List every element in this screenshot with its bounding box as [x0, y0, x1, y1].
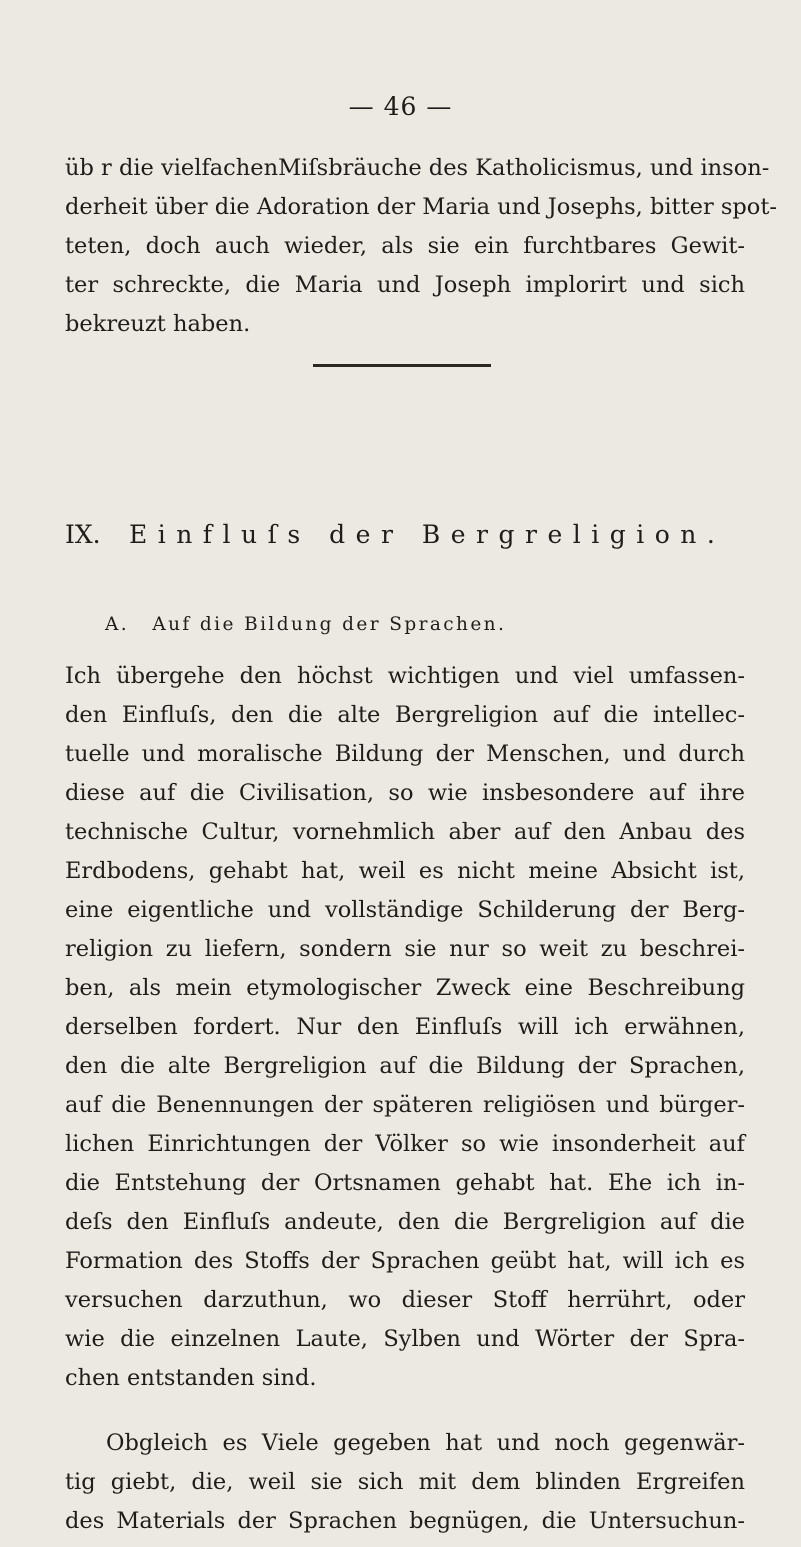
text-line: religion zu liefern, sondern sie nur so weit zu beschrei-	[65, 936, 745, 962]
page-number: — 46 —	[348, 92, 453, 121]
text-line: tuelle und moralische Bildung der Menschen, und durch	[65, 741, 745, 767]
text-line: Ich übergehe den höchst wichtigen und viel umfassen-	[65, 663, 745, 689]
text-line: Obgleich es Viele gegeben hat und noch gegenwär-	[106, 1430, 745, 1456]
text-line: den die alte Bergreligion auf die Bildung der Sprachen,	[65, 1053, 745, 1079]
text-line: versuchen darzuthun, wo dieser Stoff herrührt, oder	[65, 1287, 745, 1313]
section-title: Auf die Bildung der Sprachen.	[152, 614, 507, 635]
text-line: Erdbodens, gehabt hat, weil es nicht meine Absicht ist,	[65, 858, 745, 884]
text-line: chen entstanden sind.	[65, 1365, 317, 1391]
text-line: wie die einzelnen Laute, Sylben und Wörter der Spra-	[65, 1326, 745, 1352]
section-heading	[105, 610, 745, 640]
text-line: des Materials der Sprachen begnügen, die Untersuchun-	[65, 1508, 745, 1534]
text-line: die Entstehung der Ortsnamen gehabt hat. Ehe ich in-	[65, 1170, 745, 1196]
text-line: ben, als mein etymologischer Zweck eine Beschreibung	[65, 975, 745, 1001]
chapter-number: IX.	[65, 520, 101, 549]
chapter-title: Einfluſs der Bergreligion.	[128, 520, 726, 549]
text-line: üb r die vielfachenMiſsbräuche des Katholicismus, und inson-	[65, 155, 770, 181]
text-line: den Einfluſs, den die alte Bergreligion auf die intellec-	[65, 702, 745, 728]
text-line: auf die Benennungen der späteren religiösen und bürger-	[65, 1092, 745, 1118]
text-line: diese auf die Civilisation, so wie insbesondere auf ihre	[65, 780, 745, 806]
chapter-heading	[65, 515, 745, 555]
text-line: ter schreckte, die Maria und Joseph implorirt und sich	[65, 272, 745, 298]
text-line: derselben fordert. Nur den Einfluſs will ich erwähnen,	[65, 1014, 745, 1040]
text-line: tig giebt, die, weil sie sich mit dem blinden Ergreifen	[65, 1469, 745, 1495]
text-line: technische Cultur, vornehmlich aber auf den Anbau des	[65, 819, 745, 845]
section-label: A.	[105, 614, 130, 635]
text-line: teten, doch auch wieder, als sie ein furchtbares Gewit-	[65, 233, 745, 259]
section-divider	[313, 364, 491, 367]
text-line: Formation des Stoffs der Sprachen geübt hat, will ich es	[65, 1248, 745, 1274]
text-line: bekreuzt haben.	[65, 311, 251, 337]
text-line: lichen Einrichtungen der Völker so wie insonderheit auf	[65, 1131, 745, 1157]
text-line: derheit über die Adoration der Maria und Josephs, bitter spot-	[65, 194, 778, 220]
text-line: deſs den Einfluſs andeute, den die Bergreligion auf die	[65, 1209, 745, 1235]
text-line: eine eigentliche und vollständige Schilderung der Berg-	[65, 897, 745, 923]
